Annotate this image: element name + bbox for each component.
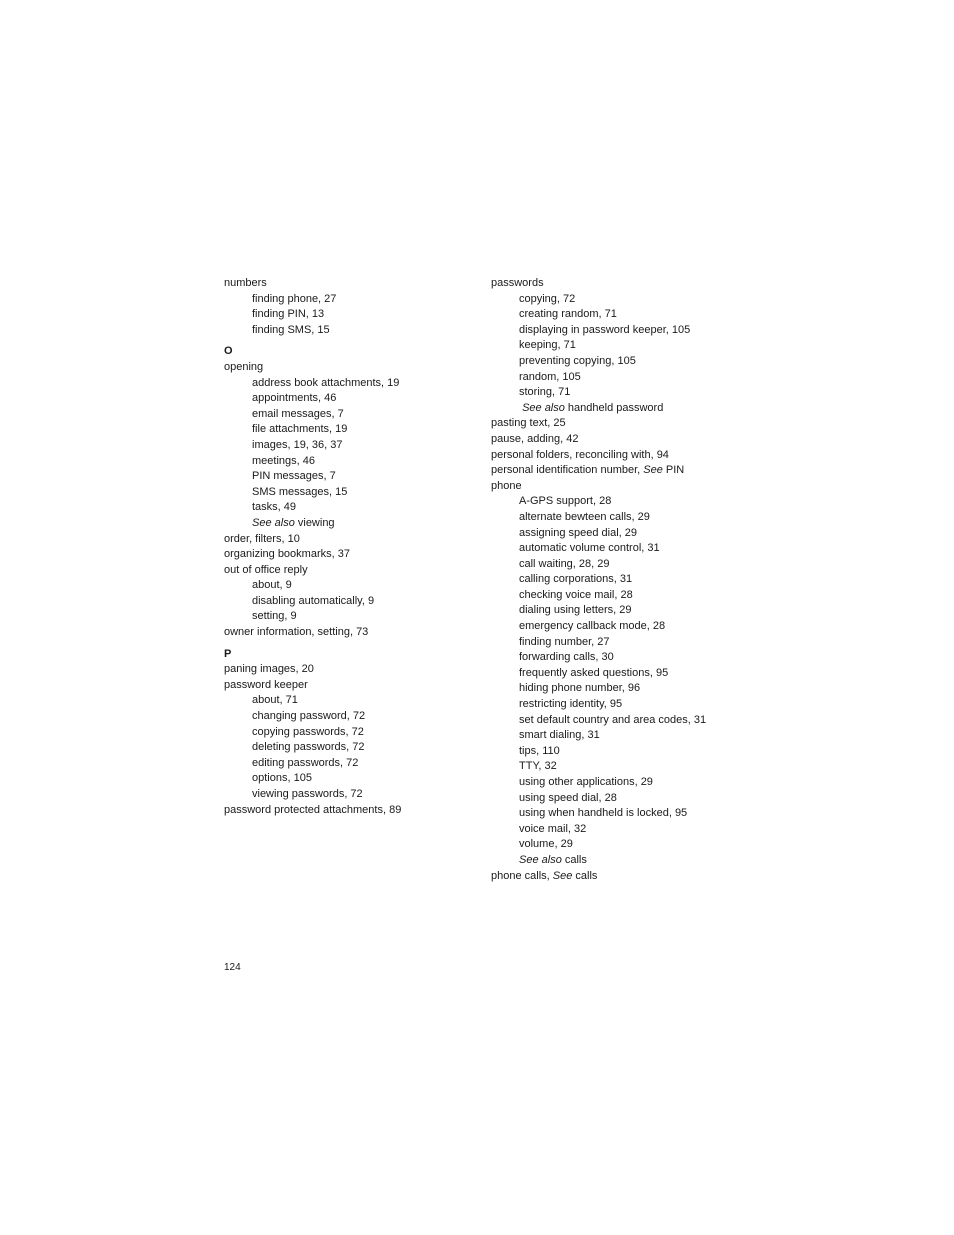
index-letter-heading: O bbox=[224, 345, 233, 358]
index-subentry: assigning speed dial, 29 bbox=[519, 526, 638, 539]
index-entry-text: personal identification number, bbox=[491, 464, 644, 477]
index-entry-text: phone calls, bbox=[491, 869, 553, 882]
index-subentry: changing password, 72 bbox=[252, 710, 366, 723]
index-subentry: using other applications, 29 bbox=[519, 776, 653, 788]
index-entry: password keeper bbox=[224, 678, 308, 691]
index-entry bbox=[491, 463, 751, 479]
index-subentry bbox=[491, 401, 751, 417]
index-letter-heading: P bbox=[224, 647, 232, 660]
index-subentry: copying, 72 bbox=[519, 292, 576, 305]
index-subentry: dialing using letters, 29 bbox=[519, 604, 632, 617]
cross-reference-label: See also bbox=[522, 401, 565, 414]
index-subentry: A-GPS support, 28 bbox=[519, 495, 612, 508]
index-subentry: storing, 71 bbox=[519, 386, 571, 399]
index-subentry: checking voice mail, 28 bbox=[519, 588, 633, 601]
index-subentry: viewing passwords, 72 bbox=[252, 788, 363, 800]
cross-reference-label: See bbox=[643, 464, 663, 477]
index-subentry: TTY, 32 bbox=[519, 760, 557, 773]
index-subentry: finding PIN, 13 bbox=[252, 308, 325, 321]
index-subentry: deleting passwords, 72 bbox=[252, 741, 365, 754]
index-subentry: address book attachments, 19 bbox=[252, 376, 400, 389]
index-entry: password protected attachments, 89 bbox=[224, 803, 402, 816]
index-subentry: tasks, 49 bbox=[252, 501, 297, 514]
index-subentry: creating random, 71 bbox=[519, 308, 617, 321]
index-subentry: call waiting, 28, 29 bbox=[519, 557, 610, 570]
index-subentry: options, 105 bbox=[252, 772, 312, 785]
index-subentry: copying passwords, 72 bbox=[252, 725, 364, 738]
cross-reference-target: PIN bbox=[662, 464, 685, 477]
index-entry bbox=[491, 869, 751, 885]
index-column-right bbox=[491, 276, 751, 884]
cross-reference-label: See also bbox=[519, 853, 562, 866]
index-subentry: PIN messages, 7 bbox=[252, 470, 336, 483]
index-subentry: voice mail, 32 bbox=[519, 822, 587, 835]
index-subentry: SMS messages, 15 bbox=[252, 485, 348, 498]
index-entry: numbers bbox=[224, 277, 267, 289]
index-subentry: setting, 9 bbox=[252, 610, 297, 623]
index-subentry: finding phone, 27 bbox=[252, 292, 337, 305]
index-subentry: volume, 29 bbox=[519, 838, 573, 851]
index-subentry: using when handheld is locked, 95 bbox=[519, 807, 688, 820]
index-entry: phone bbox=[491, 479, 522, 492]
index-subentry: images, 19, 36, 37 bbox=[252, 438, 343, 451]
index-entry: out of office reply bbox=[224, 563, 308, 576]
cross-reference-target: handheld password bbox=[564, 401, 664, 414]
index-entry: passwords bbox=[491, 277, 544, 289]
index-entry: opening bbox=[224, 360, 264, 373]
cross-reference-target: calls bbox=[561, 853, 587, 866]
cross-reference-target: calls bbox=[572, 869, 598, 882]
index-subentry: appointments, 46 bbox=[252, 392, 337, 405]
index-subentry: displaying in password keeper, 105 bbox=[519, 323, 691, 336]
index-subentry: forwarding calls, 30 bbox=[519, 651, 614, 664]
index-subentry bbox=[224, 516, 474, 532]
cross-reference-label: See bbox=[552, 869, 573, 882]
index-entry: owner information, setting, 73 bbox=[224, 626, 369, 639]
index-subentry: hiding phone number, 96 bbox=[519, 682, 641, 695]
index-subentry: set default country and area codes, 31 bbox=[519, 713, 707, 726]
index-subentry: keeping, 71 bbox=[519, 339, 576, 352]
index-subentry: emergency callback mode, 28 bbox=[519, 620, 666, 633]
index-subentry: about, 9 bbox=[252, 579, 292, 592]
index-subentry: finding number, 27 bbox=[519, 635, 610, 648]
index-subentry: calling corporations, 31 bbox=[519, 573, 633, 586]
index-entry: personal folders, reconciling with, 94 bbox=[491, 448, 669, 461]
index-subentry: about, 71 bbox=[252, 694, 298, 707]
index-entry: organizing bookmarks, 37 bbox=[224, 548, 350, 561]
index-subentry: automatic volume control, 31 bbox=[519, 542, 660, 555]
index-subentry: meetings, 46 bbox=[252, 454, 315, 467]
cross-reference-target: viewing bbox=[294, 516, 335, 529]
page-number: 124 bbox=[224, 962, 241, 973]
index-subentry: email messages, 7 bbox=[252, 407, 344, 420]
index-entry: paning images, 20 bbox=[224, 663, 314, 676]
index-entry: pasting text, 25 bbox=[491, 417, 566, 430]
index-subentry: preventing copying, 105 bbox=[519, 354, 636, 367]
index-subentry: disabling automatically, 9 bbox=[252, 594, 375, 607]
index-subentry: random, 105 bbox=[519, 370, 581, 383]
index-subentry: tips, 110 bbox=[519, 744, 560, 757]
index-subentry: editing passwords, 72 bbox=[252, 756, 359, 769]
index-subentry: file attachments, 19 bbox=[252, 423, 348, 436]
index-subentry: finding SMS, 15 bbox=[252, 323, 330, 336]
index-subentry bbox=[491, 853, 751, 869]
index-subentry: smart dialing, 31 bbox=[519, 729, 600, 742]
index-subentry: using speed dial, 28 bbox=[519, 791, 617, 804]
index-column-left bbox=[224, 276, 474, 818]
cross-reference-label: See also bbox=[252, 516, 295, 529]
index-entry: pause, adding, 42 bbox=[491, 432, 579, 445]
index-subentry: restricting identity, 95 bbox=[519, 698, 623, 711]
index-entry: order, filters, 10 bbox=[224, 532, 300, 545]
index-subentry: frequently asked questions, 95 bbox=[519, 666, 669, 679]
index-subentry: alternate bewteen calls, 29 bbox=[519, 510, 650, 523]
